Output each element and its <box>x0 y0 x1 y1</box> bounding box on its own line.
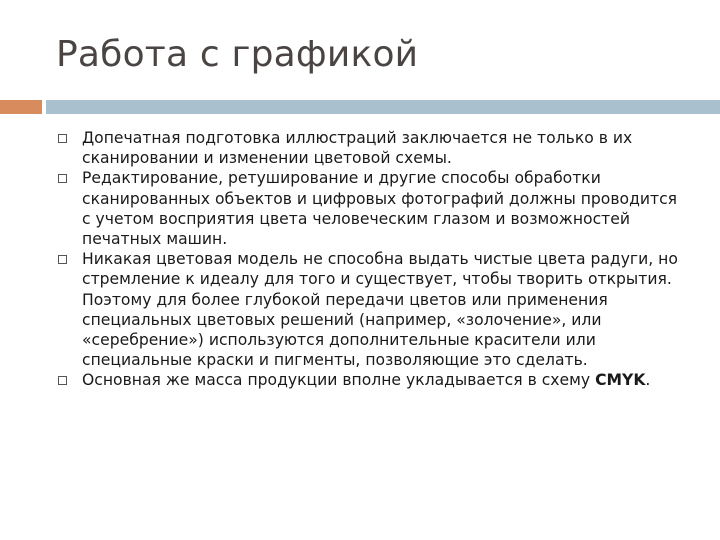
accent-bar <box>0 100 42 114</box>
bullet-text: Никакая цветовая модель не способна выдать чистые цвета радуги, но стремление к идеалу для того и существует, чтобы творить открытия. Поэтому для более глубокой передачи цветов или применения специальных цветовых решений (например, «золочение», или «серебрение») используются дополнительные красители или специальные краски и пигменты, позволяющие это сделать. <box>82 250 678 370</box>
bullet-text: Допечатная подготовка иллюстраций заключается не только в их сканировании и изменении цветовой схемы. <box>82 129 633 168</box>
bullet-item <box>58 168 688 249</box>
bullet-text-end: . <box>645 371 651 390</box>
bullet-text-part: Основная же масса продукции вполне укладывается в схему <box>82 371 596 390</box>
bullet-list <box>58 128 688 391</box>
bullet-text <box>82 370 688 390</box>
square-outline-icon <box>58 134 67 143</box>
cmyk-term: CMYK <box>595 371 646 390</box>
slide-title: Работа с графикой <box>56 34 419 75</box>
bullet-item <box>58 249 688 370</box>
square-outline-icon <box>58 255 67 264</box>
square-outline-icon <box>58 376 67 385</box>
bullet-item <box>58 370 688 390</box>
title-rule-bar <box>46 100 720 114</box>
bullet-text: Редактирование, ретуширование и другие способы обработки сканированных объектов и цифровых фотографий должны проводится с учетом восприятия цвета человеческим глазом и возможностей печатных машин. <box>82 169 678 249</box>
bullet-item <box>58 128 688 168</box>
square-outline-icon <box>58 174 67 183</box>
